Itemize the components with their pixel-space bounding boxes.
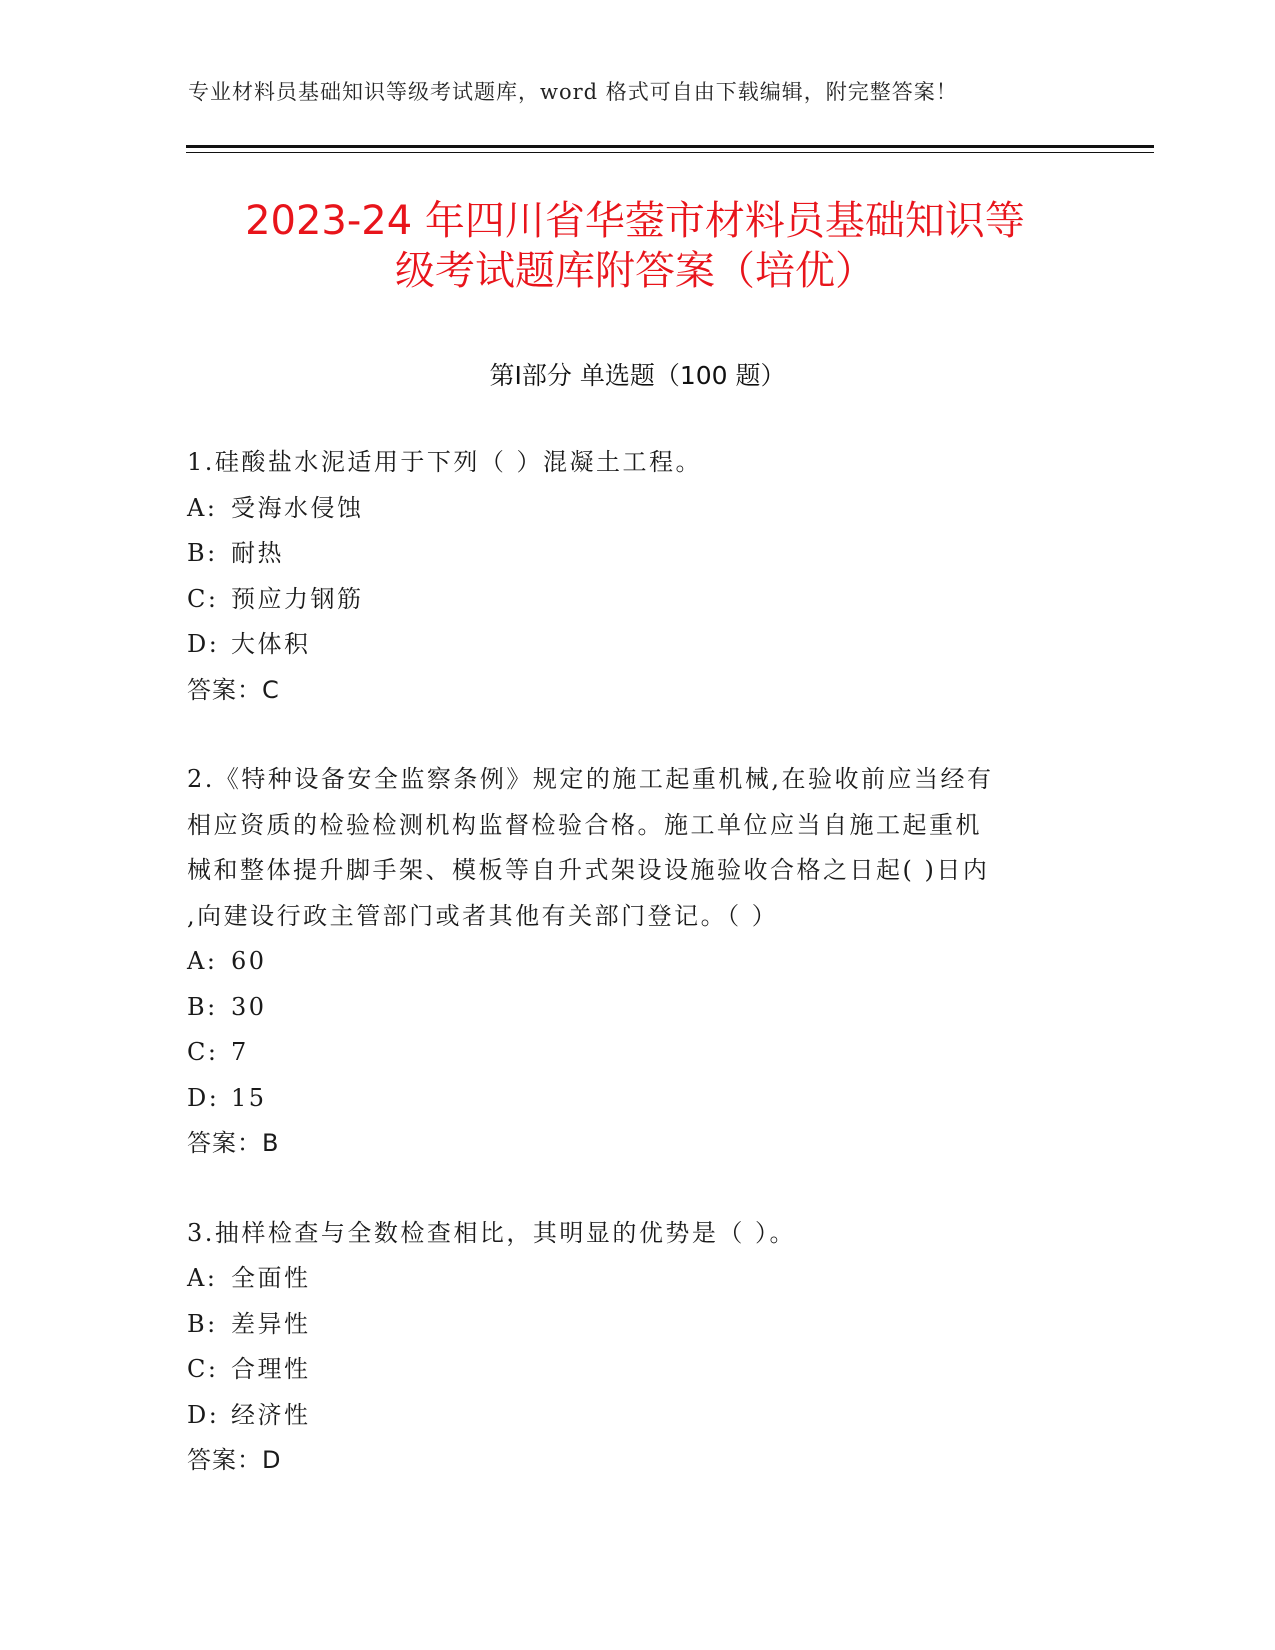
question-stem: 3.抽样检查与全数检查相比，其明显的优势是（ ）。: [187, 1218, 797, 1247]
option-key: B:: [187, 539, 218, 567]
option-key: A:: [187, 1264, 218, 1292]
question-stem-line: ,向建设行政主管部门或者其他有关部门登记。（ ）: [187, 901, 779, 930]
answer-label: 答案：: [187, 675, 262, 704]
option-b: [187, 531, 1087, 577]
option-a: [187, 1256, 1087, 1302]
option-key: B:: [187, 992, 218, 1021]
question-1: [187, 440, 1087, 713]
question-stem-line: 相应资质的检验检测机构监督检验合格。施工单位应当自施工起重机: [187, 810, 982, 839]
option-key: A:: [187, 947, 218, 975]
option-key: C:: [187, 1355, 219, 1383]
option-key: A:: [187, 493, 218, 522]
document-title: [180, 196, 1090, 296]
question-stem: 1.硅酸盐水泥适用于下列（ ）混凝土工程。: [187, 448, 703, 476]
option-text: 耐热: [231, 539, 284, 567]
option-text: 合理性: [231, 1355, 311, 1383]
option-a: [187, 486, 1087, 532]
option-b: [187, 1302, 1087, 1348]
option-c: [187, 1347, 1087, 1393]
answer-label: 答案：: [187, 1129, 262, 1157]
answer-line: [187, 1121, 1087, 1167]
option-text: 大体积: [231, 630, 311, 658]
option-text: 全面性: [231, 1264, 311, 1292]
option-key: D:: [187, 630, 220, 658]
option-a: [187, 939, 1087, 985]
question-stem-line: 械和整体提升脚手架、模板等自升式架设设施验收合格之日起( )日内: [187, 856, 990, 884]
question-list: [187, 440, 1087, 1528]
document-title-line-1: 2023-24 年四川省华蓥市材料员基础知识等: [245, 198, 1025, 244]
option-d: [187, 1076, 1087, 1122]
answer-value: B: [262, 1129, 280, 1157]
option-text: 60: [231, 947, 267, 975]
option-key: D:: [187, 1083, 220, 1112]
answer-value: C: [262, 675, 280, 704]
question-stem: [187, 757, 1087, 939]
option-key: B:: [187, 1309, 218, 1338]
option-text: 7: [231, 1038, 249, 1066]
option-key: C:: [187, 584, 219, 613]
answer-label: 答案：: [187, 1446, 262, 1474]
option-c: [187, 1030, 1087, 1076]
header-note: 专业材料员基础知识等级考试题库，word 格式可自由下载编辑，附完整答案！: [188, 80, 958, 104]
option-text: 30: [231, 992, 267, 1021]
question-stem-line: 2.《特种设备安全监察条例》规定的施工起重机械,在验收前应当经有: [187, 765, 994, 793]
option-key: C:: [187, 1038, 219, 1066]
header-rule-thin: [186, 152, 1154, 153]
header-rule-thick: [186, 145, 1154, 148]
question-2: [187, 757, 1087, 1167]
option-key: D:: [187, 1400, 220, 1429]
option-text: 预应力钢筋: [231, 584, 364, 613]
answer-line: [187, 1438, 1087, 1484]
answer-line: [187, 668, 1087, 714]
option-c: [187, 577, 1087, 623]
option-text: 经济性: [231, 1400, 311, 1429]
option-d: [187, 622, 1087, 668]
option-b: [187, 985, 1087, 1031]
option-text: 差异性: [231, 1309, 311, 1338]
document-title-line-2: 级考试题库附答案（培优）: [395, 248, 875, 294]
answer-value: D: [262, 1446, 282, 1474]
option-text: 受海水侵蚀: [231, 493, 364, 522]
option-d: [187, 1393, 1087, 1439]
question-3: [187, 1211, 1087, 1484]
option-text: 15: [231, 1083, 267, 1112]
section-title: 第Ⅰ部分 单选题（100 题）: [489, 361, 786, 390]
